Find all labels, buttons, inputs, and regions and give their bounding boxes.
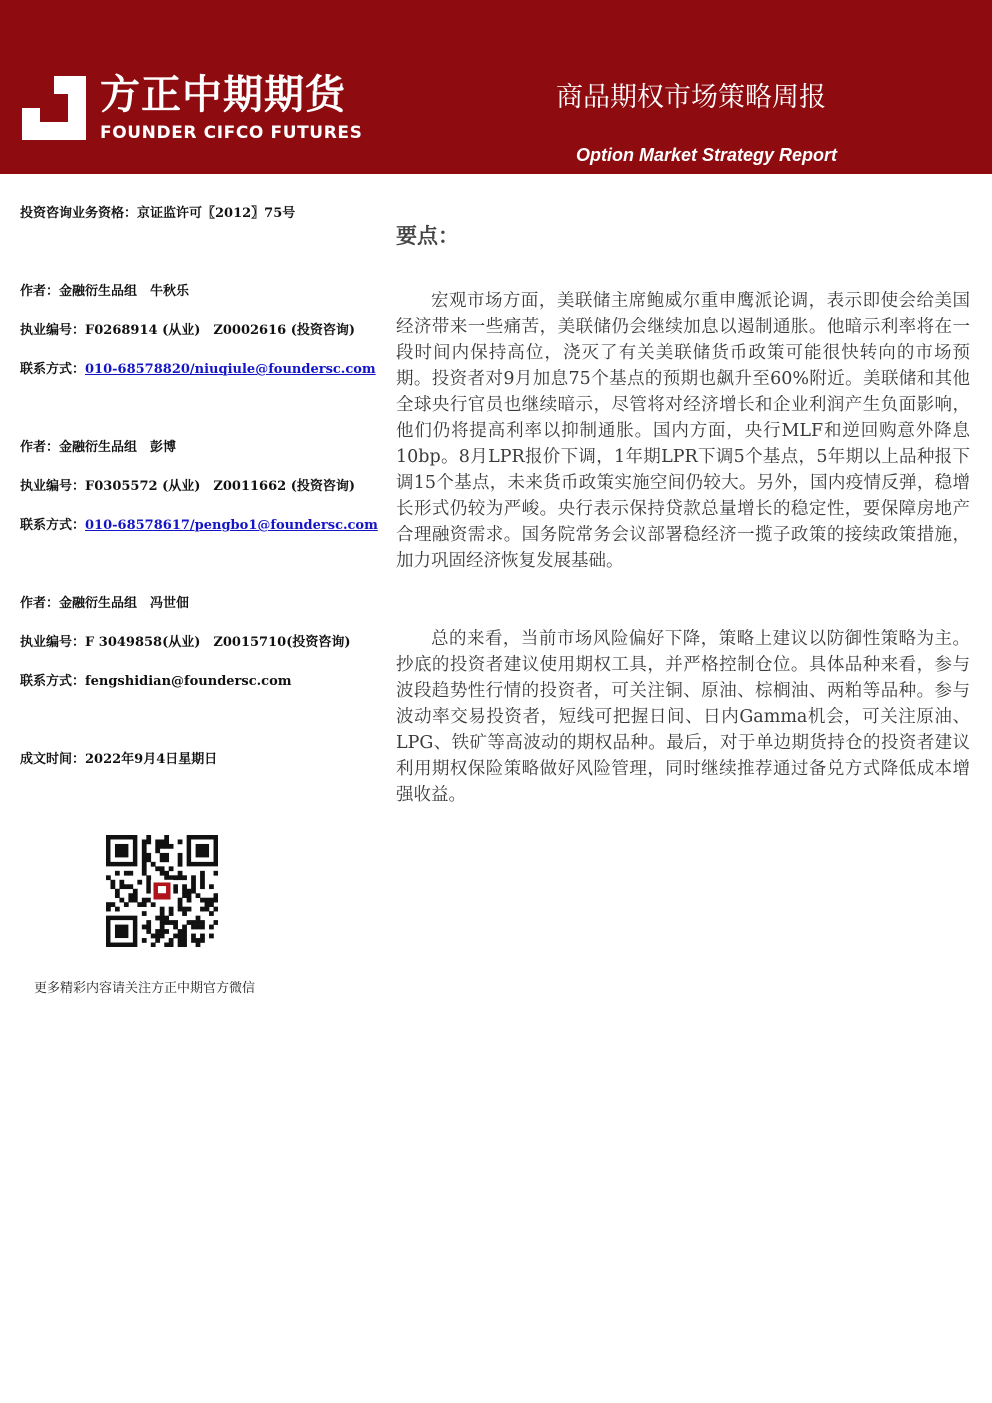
contact-link[interactable]: 010-68578617/pengbo1@foundersc.com bbox=[85, 518, 378, 533]
registration-label: 执业编号： bbox=[20, 635, 86, 650]
company-name-cn: 方正中期期货 bbox=[100, 72, 346, 118]
registration-line bbox=[20, 634, 351, 652]
contact-label: 联系方式： bbox=[20, 362, 86, 377]
qr-caption: 更多精彩内容请关注方正中期官方微信 bbox=[34, 981, 256, 996]
company-name-en: FOUNDER CIFCO FUTURES bbox=[100, 123, 363, 143]
registration-line bbox=[20, 322, 355, 340]
founder-logo-icon bbox=[22, 76, 86, 140]
contact-label: 联系方式： bbox=[20, 674, 86, 689]
report-date: 成文时间：2022年9月4日星期日 bbox=[20, 752, 218, 767]
qr-code-icon bbox=[106, 835, 218, 947]
report-header bbox=[0, 0, 992, 174]
report-title: 商品期权市场策略周报 bbox=[556, 82, 826, 113]
contact-line bbox=[20, 517, 378, 535]
registration-number: F 3049858(从业) Z0015710(投资咨询) bbox=[85, 635, 351, 650]
report-subtitle: Option Market Strategy Report bbox=[576, 145, 838, 165]
registration-line bbox=[20, 478, 355, 496]
author-name: 作者：金融衍生品组 彭博 bbox=[20, 440, 177, 455]
registration-label: 执业编号： bbox=[20, 479, 86, 494]
license-text: 投资咨询业务资格：京证监许可〖2012〗75号 bbox=[20, 206, 296, 221]
contact-link[interactable]: 010-68578820/niuqiule@foundersc.com bbox=[85, 362, 376, 377]
contact-label: 联系方式： bbox=[20, 518, 86, 533]
summary-paragraph: 宏观市场方面，美联储主席鲍威尔重申鹰派论调，表示即使会给美国经济带来一些痛苦，美联储仍会继续加息以遏制通胀。他暗示利率将在一段时间内保持高位，浇灭了有关美联储货币政策可能很快转向的市场预期。投资者对9月加息75个基点的预期也飙升至60%附近。美联储和其他全球央行官员也继续暗示，尽管将对经济增长和企业利润产生负面影响，他们仍将提高利率以抑制通胀。国内方面，央行MLF和逆回购意外降息10bp。8月LPR报价下调，1年期LPR下调5个基点，5年期以上品种报下调15个基点，未来货币政策实施空间仍较大。另外，国内疫情反弹，稳增长形式仍较为严峻。央行表示保持贷款总量增长的稳定性，要保障房地产合理融资需求。国务院常务会议部署稳经济一揽子政策的接续政策措施，加力巩固经济恢复发展基础。 bbox=[396, 291, 970, 571]
contact-line bbox=[20, 673, 292, 691]
registration-number: F0305572 (从业) Z0011662 (投资咨询) bbox=[85, 479, 356, 494]
registration-number: F0268914 (从业) Z0002616 (投资咨询) bbox=[85, 323, 356, 338]
registration-label: 执业编号： bbox=[20, 323, 86, 338]
author-name: 作者：金融衍生品组 牛秋乐 bbox=[20, 284, 190, 299]
contact-line bbox=[20, 361, 376, 379]
contact-email: fengshidian@foundersc.com bbox=[85, 674, 292, 689]
author-name: 作者：金融衍生品组 冯世佃 bbox=[20, 596, 190, 611]
section-title: 要点： bbox=[396, 223, 459, 248]
summary-paragraph: 总的来看，当前市场风险偏好下降，策略上建议以防御性策略为主。抄底的投资者建议使用期权工具，并严格控制仓位。具体品种来看，参与波段趋势性行情的投资者，可关注铜、原油、棕榈油、两粕等品种。参与波动率交易投资者，短线可把握日间、日内Gamma机会，可关注原油、LPG、铁矿等高波动的期权品种。最后，对于单边期货持仓的投资者建议利用期权保险策略做好风险管理，同时继续推荐通过备兑方式降低成本增强收益。 bbox=[396, 629, 970, 805]
